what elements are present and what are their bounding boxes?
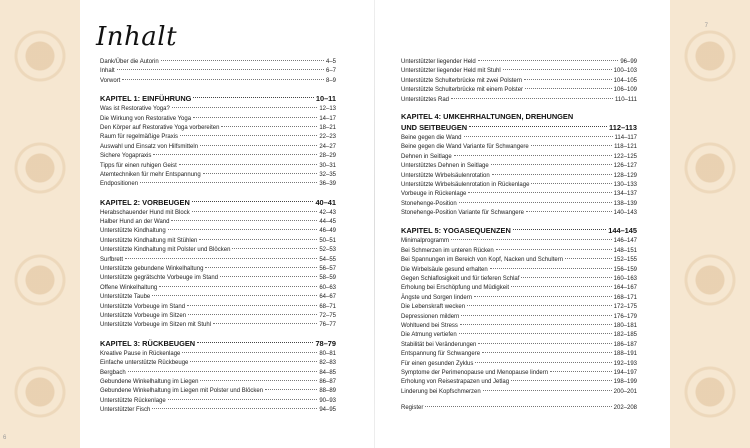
right-decorative-margin [670,0,750,448]
toc-entry[interactable]: Bei Spannungen im Bereich von Kopf, Nacken und Schultern 152–155 [401,257,637,264]
chapter-1-section [100,93,336,190]
toc-entry[interactable]: Gebundene Winkelhaltung im Liegen 86–87 [100,378,336,385]
toc-entry[interactable]: Wohltuend bei Stress 180–181 [401,322,637,329]
toc-entry[interactable]: Unterstützter liegender Held 96–99 [401,59,637,65]
chapter-heading-line1[interactable]: KAPITEL 4: UMKEHRHALTUNGEN, DREHUNGEN [401,111,574,121]
toc-entry[interactable]: Unterstützte Vorbeuge im Stand 68–71 [100,303,336,310]
chapter-heading[interactable]: KAPITEL 1: EINFÜHRUNG 10–11 [100,94,336,104]
toc-entry[interactable]: Unterstützte Kindhaltung mit Polster und Blöcken 52–53 [100,247,336,254]
chapter-2-section [100,197,336,331]
toc-entry[interactable]: Den Körper auf Restorative Yoga vorbereiten 18–21 [100,124,336,131]
toc-entry[interactable]: Stabilität bei Veränderungen 186–187 [401,341,637,348]
toc-entry[interactable]: Die Atmung vertiefen 182–185 [401,332,637,339]
toc-entry[interactable]: Dank/Über die Autorin 4–5 [100,59,336,65]
toc-entry[interactable]: Unterstützter Fisch 94–95 [100,407,336,414]
toc-entry[interactable]: Dehnen in Seitlage 122–125 [401,153,637,160]
chapter-3-section [100,338,336,416]
toc-left-column [100,58,336,416]
toc-entry[interactable]: Tipps für einen ruhigen Geist 30–31 [100,162,336,169]
toc-entry[interactable]: Unterstützte Vorbeuge im Sitzen 72–75 [100,312,336,319]
toc-entry[interactable]: Bei Schmerzen im unteren Rücken 148–151 [401,247,637,254]
toc-entry[interactable]: Raum für regelmäßige Praxis 22–23 [100,134,336,141]
front-matter-list [100,58,336,86]
toc-entry[interactable]: Linderung bei Kopfschmerzen 200–201 [401,388,637,395]
toc-entry[interactable]: Depressionen mildern 176–179 [401,313,637,320]
toc-entry[interactable]: Minimalprogramm 146–147 [401,238,637,245]
chapter-heading[interactable]: UND SEITBEUGEN 112–113 [401,122,637,132]
toc-entry[interactable]: Ängste und Sorgen lindern 168–171 [401,294,637,301]
toc-entry[interactable]: Unterstützte Schulterbrücke mit einem Polster 106–109 [401,87,637,94]
toc-entry[interactable]: Unterstütztes Rad 110–111 [401,96,637,103]
toc-entry[interactable]: Gegen Schlaflosigkeit und für tieferen Schlaf 160–163 [401,276,637,283]
chapter-heading[interactable]: KAPITEL 5: YOGASEQUENZEN 144–145 [401,226,637,236]
toc-entry[interactable]: Die Lebenskraft wecken 172–175 [401,304,637,311]
toc-entry[interactable]: Inhalt 6–7 [100,68,336,75]
toc-entry[interactable]: Was ist Restorative Yoga? 12–13 [100,106,336,113]
toc-entry[interactable]: Beine gegen die Wand 114–117 [401,134,637,141]
left-page-number: 6 [3,435,7,441]
toc-entry[interactable]: Stonehenge-Position 138–139 [401,200,637,207]
toc-entry[interactable]: Vorbeuge in Rückenlage 134–137 [401,191,637,198]
toc-entry[interactable]: Die Wirkung von Restorative Yoga 14–17 [100,115,336,122]
toc-entry[interactable]: Endpositionen 36–39 [100,181,336,188]
toc-entry[interactable]: Herabschauender Hund mit Block 42–43 [100,209,336,216]
register-entry[interactable]: Register 202–208 [401,405,637,412]
toc-entry[interactable]: Symptome der Perimenopause und Menopause lindern 194–197 [401,369,637,376]
page-title: Inhalt [96,22,178,52]
toc-entry[interactable]: Surfbrett 54–55 [100,256,336,263]
right-page-number: 7 [704,23,708,29]
toc-entry[interactable]: Für einen gesunden Zyklus 192–193 [401,360,637,367]
toc-entry[interactable]: Unterstützter liegender Held mit Stuhl 100–103 [401,68,637,75]
toc-entry[interactable]: Einfache unterstützte Rückbeuge 82–83 [100,360,336,367]
chapter-heading[interactable]: KAPITEL 2: VORBEUGEN 40–41 [100,197,336,207]
toc-entry[interactable]: Unterstützte Taube 64–67 [100,294,336,301]
toc-entry[interactable]: Unterstützte Kindhaltung 46–49 [100,228,336,235]
toc-entry[interactable]: Unterstützte Schulterbrücke mit zwei Polstern 104–105 [401,77,637,84]
toc-entry[interactable]: Bergbach 84–85 [100,369,336,376]
toc-entry[interactable]: Atemtechniken für mehr Entspannung 32–35 [100,171,336,178]
toc-entry[interactable]: Erholung von Reisestrapazen und Jetlag 198–199 [401,379,637,386]
chapter-heading[interactable]: KAPITEL 3: RÜCKBEUGEN 78–79 [100,338,336,348]
toc-entry[interactable]: Gebundene Winkelhaltung im Liegen mit Polster und Blöcken 88–89 [100,388,336,395]
toc-entry[interactable]: Die Wirbelsäule gesund erhalten 156–159 [401,266,637,273]
chapter-5-section [401,225,637,397]
toc-entry[interactable]: Offene Winkelhaltung 60–63 [100,284,336,291]
book-gutter [374,0,375,448]
toc-entry[interactable]: Sichere Yogapraxis 28–29 [100,153,336,160]
toc-entry[interactable]: Beine gegen die Wand Variante für Schwangere 118–121 [401,144,637,151]
left-decorative-margin [0,0,80,448]
toc-entry[interactable]: Halber Hund an der Wand 44–45 [100,219,336,226]
toc-entry[interactable]: Erholung bei Erschöpfung und Müdigkeit 164–167 [401,285,637,292]
toc-entry[interactable]: Vorwort 8–9 [100,77,336,84]
toc-entry[interactable]: Entspannung für Schwangere 188–191 [401,351,637,358]
toc-entry[interactable]: Unterstützte Rückenlage 90–93 [100,397,336,404]
toc-entry[interactable]: Unterstützte Wirbelsäulenrotation in Rückenlage 130–133 [401,181,637,188]
toc-entry[interactable]: Kreative Pause in Rückenlage 80–81 [100,350,336,357]
toc-entry[interactable]: Unterstützte Wirbelsäulenrotation 128–129 [401,172,637,179]
chapter-3-continued-list [401,58,637,105]
toc-entry[interactable]: Unterstütztes Dehnen in Seitlage 126–127 [401,163,637,170]
toc-entry[interactable]: Unterstützte Kindhaltung mit Stühlen 50–51 [100,237,336,244]
chapter-4-section [401,112,637,219]
toc-entry[interactable]: Unterstützte gegrätschte Vorbeuge im Stand 58–59 [100,275,336,282]
toc-right-column [401,58,637,414]
toc-entry[interactable]: Unterstützte Vorbeuge im Sitzen mit Stuhl 76–77 [100,322,336,329]
toc-entry[interactable]: Stonehenge-Position Variante für Schwangere 140–143 [401,210,637,217]
toc-entry[interactable]: Auswahl und Einsatz von Hilfsmitteln 24–27 [100,143,336,150]
toc-entry[interactable]: Unterstützte gebundene Winkelhaltung 56–57 [100,266,336,273]
